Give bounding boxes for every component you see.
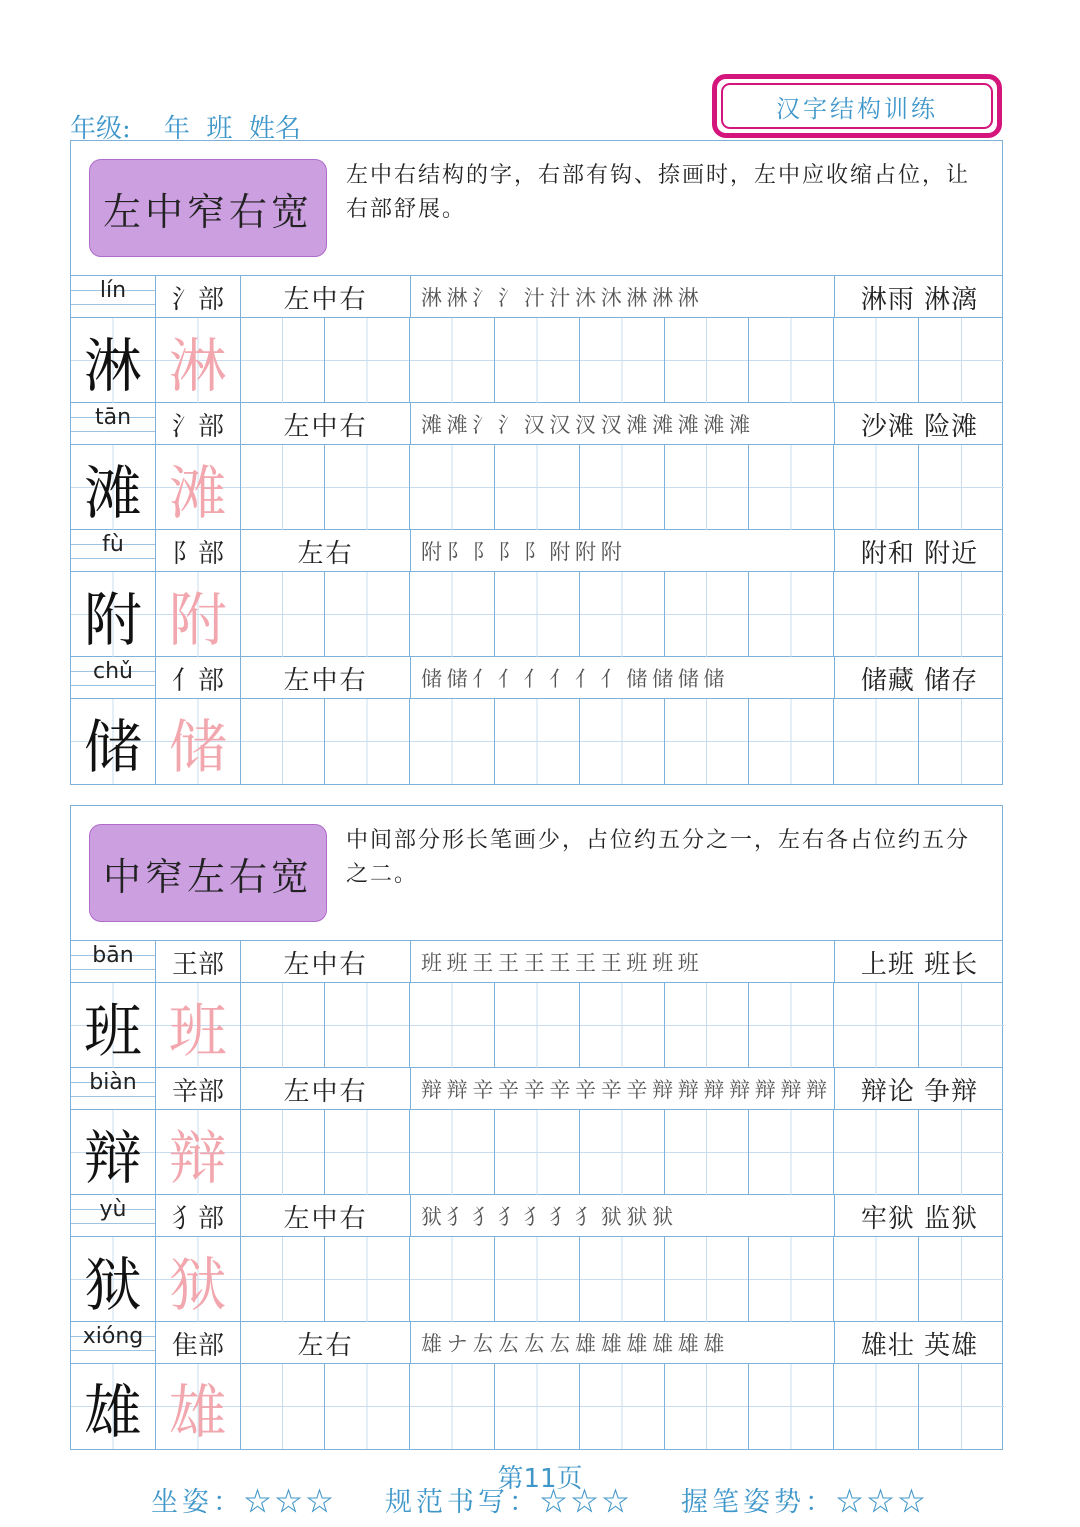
writing-practice-box[interactable] xyxy=(749,445,834,530)
radical-label: 氵部 xyxy=(156,403,241,445)
writing-practice-box[interactable] xyxy=(665,318,750,403)
section-intro xyxy=(71,806,1002,941)
writing-practice-box[interactable] xyxy=(241,445,326,530)
model-character: 雄 xyxy=(83,1377,142,1446)
writing-practice-box[interactable] xyxy=(495,318,580,403)
model-character-box xyxy=(71,445,156,530)
writing-practice-box[interactable] xyxy=(834,1364,919,1449)
pinyin-label: xióng xyxy=(71,1322,156,1364)
stroke-order-sequence: 班 班 王 王 王 王 王 王 班 班 班 xyxy=(411,941,835,983)
writing-practice-box[interactable] xyxy=(749,572,834,657)
model-character: 班 xyxy=(83,996,142,1065)
trace-character: 班 xyxy=(168,996,227,1065)
writing-practice-box[interactable] xyxy=(919,318,1004,403)
character-entry xyxy=(71,1195,1002,1322)
writing-practice-box[interactable] xyxy=(410,318,495,403)
model-character: 狱 xyxy=(83,1250,142,1319)
worksheet-title: 汉字结构训练 xyxy=(721,83,993,129)
writing-practice-box[interactable] xyxy=(495,445,580,530)
writing-standard-rating: 规范书写：☆☆☆ xyxy=(385,1487,633,1518)
writing-practice-box[interactable] xyxy=(919,572,1004,657)
trace-character-box[interactable] xyxy=(156,1364,241,1449)
trace-character-box[interactable] xyxy=(156,1237,241,1322)
writing-practice-box[interactable] xyxy=(919,445,1004,530)
radical-label: 王部 xyxy=(156,941,241,983)
writing-practice-box[interactable] xyxy=(241,983,326,1068)
writing-practice-box[interactable] xyxy=(834,318,919,403)
example-words: 淋雨 淋漓 xyxy=(860,284,979,315)
trace-character-box[interactable] xyxy=(156,699,241,784)
structure-type-label: 左右 xyxy=(241,530,411,572)
entry-info-row xyxy=(71,1322,1002,1364)
writing-practice-box[interactable] xyxy=(665,1237,750,1322)
stroke-order-sequence: 雄 ナ 厷 厷 厷 厷 雄 雄 雄 雄 雄 雄 xyxy=(411,1322,835,1364)
model-character: 储 xyxy=(83,712,142,781)
entry-info-row xyxy=(71,1068,1002,1110)
writing-practice-box[interactable] xyxy=(834,572,919,657)
writing-practice-box[interactable] xyxy=(665,445,750,530)
writing-practice-box[interactable] xyxy=(495,1110,580,1195)
writing-practice-box[interactable] xyxy=(241,1110,326,1195)
example-words: 辩论 争辩 xyxy=(860,1076,979,1107)
structure-rule-label: 左中窄右宽 xyxy=(89,159,327,257)
pen-grip-rating: 握笔姿势：☆☆☆ xyxy=(681,1487,929,1518)
stroke-order-sequence: 淋 淋 氵 氵 汁 汁 沐 沐 淋 淋 淋 xyxy=(411,276,835,318)
stroke-order-sequence: 附 阝 阝 阝 阝 附 附 附 xyxy=(411,530,835,572)
radical-label: 阝部 xyxy=(156,530,241,572)
writing-practice-box[interactable] xyxy=(410,572,495,657)
example-words: 上班 班长 xyxy=(860,949,979,980)
practice-grid-row xyxy=(71,699,1002,784)
writing-practice-box[interactable] xyxy=(665,983,750,1068)
structure-type-label: 左中右 xyxy=(241,657,411,699)
trace-character: 储 xyxy=(168,712,227,781)
practice-grid-row xyxy=(71,445,1002,530)
student-info-line: 年级: 年 班 姓名 xyxy=(70,114,301,144)
writing-practice-box[interactable] xyxy=(580,1237,665,1322)
trace-character-box[interactable] xyxy=(156,445,241,530)
practice-grid-row xyxy=(71,572,1002,657)
writing-practice-box[interactable] xyxy=(325,1237,410,1322)
radical-label: 氵部 xyxy=(156,276,241,318)
writing-practice-box[interactable] xyxy=(580,1364,665,1449)
entry-info-row xyxy=(71,941,1002,983)
writing-practice-box[interactable] xyxy=(241,572,326,657)
model-character: 滩 xyxy=(83,458,142,527)
writing-practice-box[interactable] xyxy=(241,318,326,403)
practice-grid-row xyxy=(71,1237,1002,1322)
writing-practice-box[interactable] xyxy=(665,1110,750,1195)
structure-type-label: 左中右 xyxy=(241,1195,411,1237)
writing-practice-box[interactable] xyxy=(495,983,580,1068)
example-words: 雄壮 英雄 xyxy=(860,1330,979,1361)
pinyin-label: chǔ xyxy=(71,657,156,699)
pinyin-label: tān xyxy=(71,403,156,445)
writing-practice-box[interactable] xyxy=(325,1110,410,1195)
writing-practice-box[interactable] xyxy=(919,1237,1004,1322)
radical-label: 亻部 xyxy=(156,657,241,699)
writing-practice-box[interactable] xyxy=(580,699,665,784)
writing-practice-box[interactable] xyxy=(834,1237,919,1322)
stroke-order-sequence: 辩 辩 辛 辛 辛 辛 辛 辛 辛 辩 辩 辩 辩 辩 辩 辩 xyxy=(411,1068,835,1110)
writing-practice-box[interactable] xyxy=(410,983,495,1068)
model-character-box xyxy=(71,572,156,657)
example-words: 牢狱 监狱 xyxy=(860,1203,979,1234)
writing-practice-box[interactable] xyxy=(749,1364,834,1449)
evaluation-footer xyxy=(0,1480,1080,1519)
practice-grid-row xyxy=(71,1110,1002,1195)
writing-practice-box[interactable] xyxy=(410,445,495,530)
character-entry xyxy=(71,1068,1002,1195)
trace-character: 附 xyxy=(168,585,227,654)
trace-character: 滩 xyxy=(168,458,227,527)
writing-practice-box[interactable] xyxy=(834,983,919,1068)
worksheet-title-badge xyxy=(712,74,1002,138)
example-words: 储藏 储存 xyxy=(860,665,979,696)
writing-practice-box[interactable] xyxy=(580,572,665,657)
writing-practice-box[interactable] xyxy=(580,1110,665,1195)
sitting-posture-rating: 坐姿：☆☆☆ xyxy=(151,1487,337,1518)
character-entry xyxy=(71,941,1002,1068)
model-character: 淋 xyxy=(83,331,142,400)
writing-practice-box[interactable] xyxy=(410,1364,495,1449)
writing-practice-box[interactable] xyxy=(410,1110,495,1195)
radical-label: 隹部 xyxy=(156,1322,241,1364)
model-character-box xyxy=(71,1237,156,1322)
stroke-order-sequence: 滩 滩 氵 氵 汉 汉 汊 汊 滩 滩 滩 滩 滩 xyxy=(411,403,835,445)
character-entry xyxy=(71,530,1002,657)
model-character: 辩 xyxy=(83,1123,142,1192)
writing-practice-box[interactable] xyxy=(749,1110,834,1195)
structure-section xyxy=(70,805,1003,1450)
writing-practice-box[interactable] xyxy=(665,699,750,784)
radical-label: 犭部 xyxy=(156,1195,241,1237)
character-entry xyxy=(71,403,1002,530)
trace-character: 狱 xyxy=(168,1250,227,1319)
practice-grid-row xyxy=(71,318,1002,403)
writing-practice-box[interactable] xyxy=(495,1237,580,1322)
writing-practice-box[interactable] xyxy=(834,699,919,784)
structure-type-label: 左中右 xyxy=(241,1068,411,1110)
page-number: 第11页 xyxy=(497,1464,583,1494)
pinyin-label: fù xyxy=(71,530,156,572)
pinyin-label: yù xyxy=(71,1195,156,1237)
writing-practice-box[interactable] xyxy=(325,1364,410,1449)
model-character-box xyxy=(71,1364,156,1449)
writing-practice-box[interactable] xyxy=(580,983,665,1068)
stroke-order-sequence: 储 储 亻 亻 亻 亻 亻 亻 储 储 储 储 xyxy=(411,657,835,699)
trace-character: 雄 xyxy=(168,1377,227,1446)
pinyin-label: bān xyxy=(71,941,156,983)
entry-info-row xyxy=(71,657,1002,699)
writing-practice-box[interactable] xyxy=(919,983,1004,1068)
writing-practice-box[interactable] xyxy=(749,318,834,403)
writing-practice-box[interactable] xyxy=(919,1364,1004,1449)
section-intro xyxy=(71,141,1002,276)
trace-character-box[interactable] xyxy=(156,572,241,657)
structure-type-label: 左中右 xyxy=(241,941,411,983)
writing-practice-box[interactable] xyxy=(410,1237,495,1322)
model-character-box xyxy=(71,1110,156,1195)
structure-type-label: 左右 xyxy=(241,1322,411,1364)
writing-practice-box[interactable] xyxy=(241,1364,326,1449)
model-character-box xyxy=(71,699,156,784)
writing-practice-box[interactable] xyxy=(834,1110,919,1195)
writing-practice-box[interactable] xyxy=(325,983,410,1068)
writing-practice-box[interactable] xyxy=(749,699,834,784)
trace-character-box[interactable] xyxy=(156,983,241,1068)
writing-practice-box[interactable] xyxy=(325,318,410,403)
structure-type-label: 左中右 xyxy=(241,276,411,318)
writing-practice-box[interactable] xyxy=(749,1237,834,1322)
writing-practice-box[interactable] xyxy=(495,572,580,657)
model-character-box xyxy=(71,983,156,1068)
character-entry xyxy=(71,1322,1002,1449)
writing-practice-box[interactable] xyxy=(410,699,495,784)
structure-type-label: 左中右 xyxy=(241,403,411,445)
writing-practice-box[interactable] xyxy=(325,699,410,784)
model-character-box xyxy=(71,318,156,403)
writing-practice-box[interactable] xyxy=(580,318,665,403)
example-words: 沙滩 险滩 xyxy=(860,411,979,442)
radical-label: 辛部 xyxy=(156,1068,241,1110)
writing-practice-box[interactable] xyxy=(749,983,834,1068)
writing-practice-box[interactable] xyxy=(241,1237,326,1322)
trace-character: 辩 xyxy=(168,1123,227,1192)
entry-info-row xyxy=(71,276,1002,318)
entry-info-row xyxy=(71,403,1002,445)
structure-rule-label: 中窄左右宽 xyxy=(89,824,327,922)
pinyin-label: lín xyxy=(71,276,156,318)
writing-practice-box[interactable] xyxy=(325,445,410,530)
writing-practice-box[interactable] xyxy=(580,445,665,530)
practice-grid-row xyxy=(71,1364,1002,1449)
writing-practice-box[interactable] xyxy=(919,699,1004,784)
character-entry xyxy=(71,276,1002,403)
trace-character: 淋 xyxy=(168,331,227,400)
writing-practice-box[interactable] xyxy=(919,1110,1004,1195)
character-entry xyxy=(71,657,1002,784)
writing-practice-box[interactable] xyxy=(834,445,919,530)
writing-practice-box[interactable] xyxy=(665,572,750,657)
example-words: 附和 附近 xyxy=(860,538,979,569)
structure-rule-description: 左中右结构的字，右部有钩、捺画时，左中应收缩占位，让右部舒展。 xyxy=(346,163,971,222)
trace-character-box[interactable] xyxy=(156,1110,241,1195)
pinyin-label: biàn xyxy=(71,1068,156,1110)
trace-character-box[interactable] xyxy=(156,318,241,403)
stroke-order-sequence: 狱 犭 犭 犭 犭 犭 犭 狱 狱 狱 xyxy=(411,1195,835,1237)
model-character: 附 xyxy=(83,585,142,654)
entry-info-row xyxy=(71,530,1002,572)
writing-practice-box[interactable] xyxy=(495,1364,580,1449)
entry-info-row xyxy=(71,1195,1002,1237)
writing-practice-box[interactable] xyxy=(325,572,410,657)
writing-practice-box[interactable] xyxy=(665,1364,750,1449)
writing-practice-box[interactable] xyxy=(241,699,326,784)
structure-section xyxy=(70,140,1003,785)
practice-grid-row xyxy=(71,983,1002,1068)
writing-practice-box[interactable] xyxy=(495,699,580,784)
structure-rule-description: 中间部分形长笔画少，占位约五分之一，左右各占位约五分之二。 xyxy=(346,828,971,887)
